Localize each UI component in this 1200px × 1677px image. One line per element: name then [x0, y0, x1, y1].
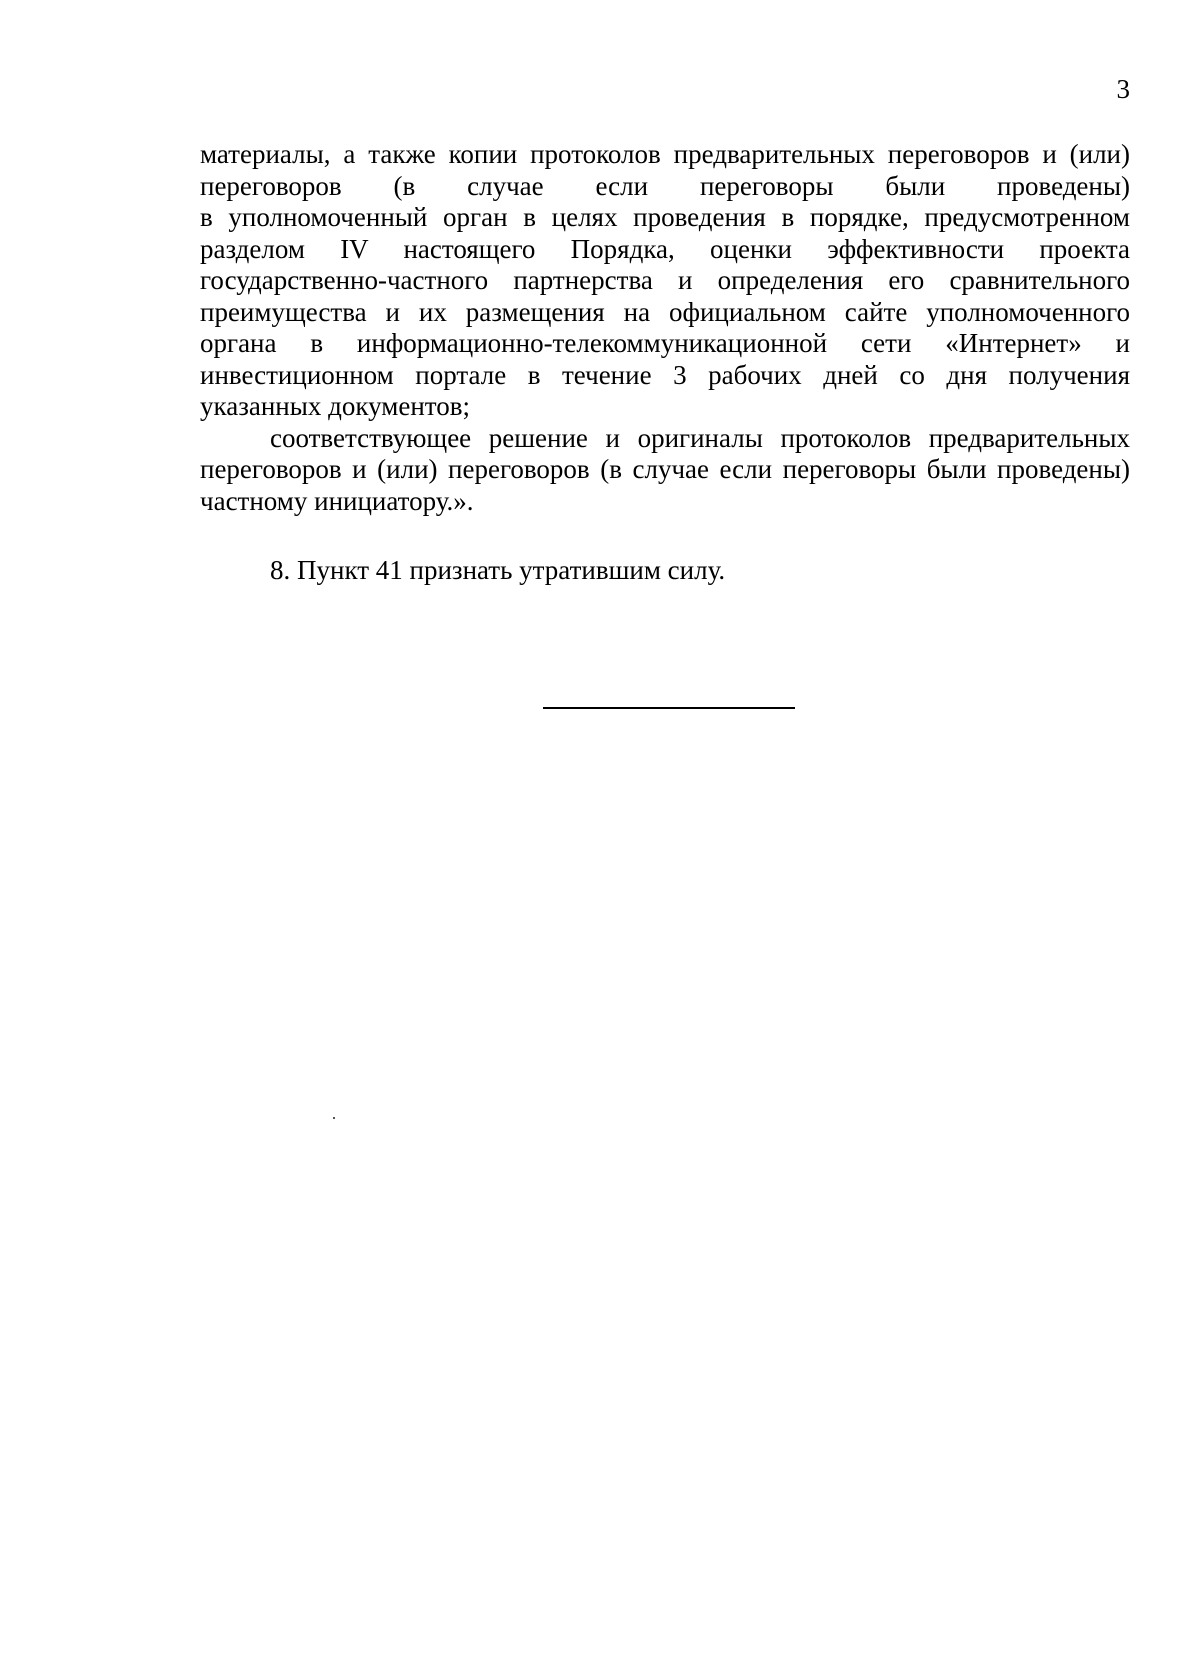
- text-line: разделом IV настоящего Порядка, оценки эффективности проекта: [200, 233, 1130, 264]
- item-8-paragraph: 8. Пункт 41 признать утратившим силу.: [270, 555, 726, 585]
- closing-rule: [543, 707, 795, 709]
- text-line: преимущества и их размещения на официальном сайте уполномоченного: [200, 296, 1130, 327]
- text-line: переговоров и (или) переговоров (в случае если переговоры были проведены): [200, 454, 1130, 484]
- paragraph-materials: [200, 139, 1130, 423]
- scan-speck: [333, 1117, 335, 1119]
- page-number: 3: [1116, 74, 1130, 104]
- text-line: государственно-частного партнерства и определения его сравнительного: [200, 265, 1130, 295]
- text-line: органа в информационно-телекоммуникационной сети «Интернет» и: [200, 328, 1130, 358]
- text-line: в уполномоченный орган в целях проведения в порядке, предусмотренном: [200, 202, 1130, 232]
- text-line: переговоров (в случае если переговоры были проведены): [200, 170, 1130, 201]
- text-line: материалы, а также копии протоколов предварительных переговоров и (или): [200, 139, 1130, 169]
- text-line: соответствующее решение и оригиналы протоколов предварительных: [270, 422, 1130, 453]
- text-line: частному инициатору.».: [200, 485, 474, 516]
- document-body: [200, 139, 1130, 517]
- text-line: инвестиционном портале в течение 3 рабочих дней со дня получения: [200, 359, 1130, 390]
- text-line: указанных документов;: [200, 391, 470, 421]
- paragraph-decision: [200, 423, 1130, 518]
